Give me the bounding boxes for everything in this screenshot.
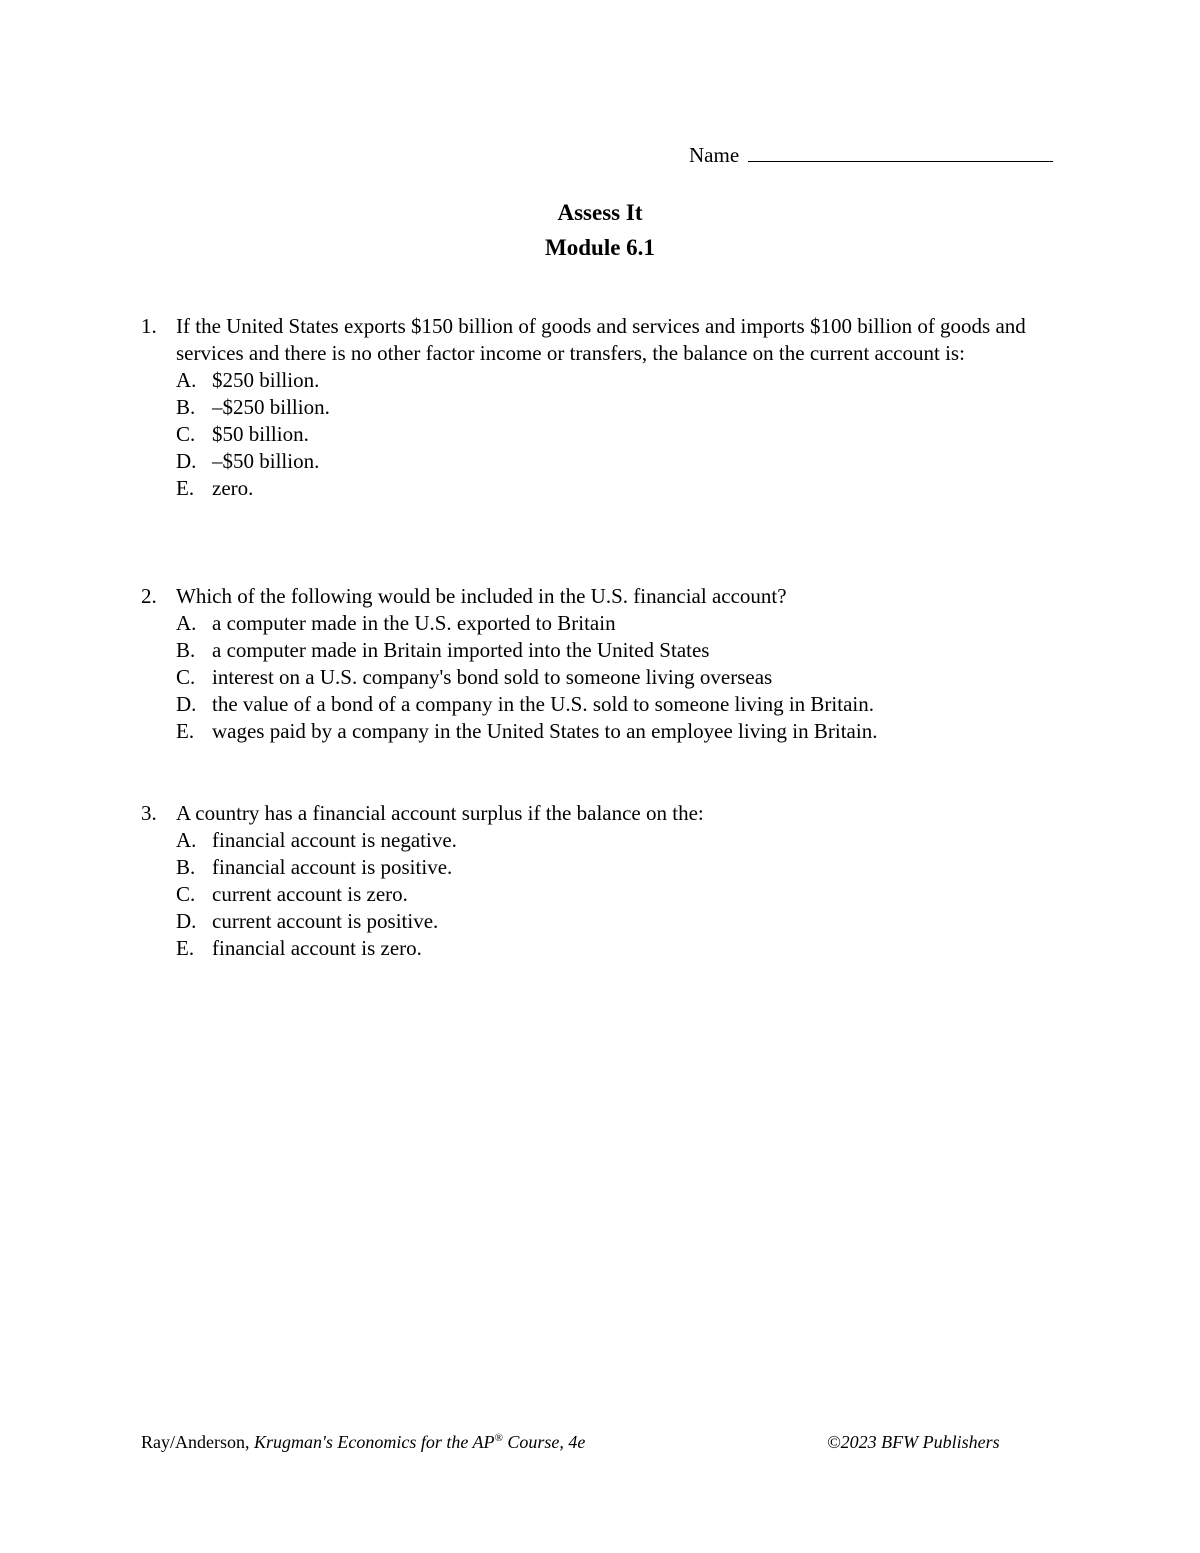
answer-option: [176, 421, 1081, 448]
name-blank-line: [748, 143, 1053, 162]
question-text: If the United States exports $150 billion of goods and services and imports $100 billion of goods and services and there is no other factor income or transfers, the balance on the current account is:: [176, 314, 1026, 365]
document-title: Assess It: [557, 200, 643, 225]
option-text: $50 billion.: [212, 422, 309, 446]
answer-option: [176, 448, 1081, 475]
option-text: a computer made in Britain imported into the United States: [212, 638, 710, 662]
answer-option: [176, 827, 1081, 854]
answer-option: [176, 394, 1081, 421]
option-text: –$50 billion.: [212, 449, 320, 473]
question-1: [141, 313, 1081, 502]
footer-book-suffix: Course, 4e: [507, 1432, 586, 1452]
question-3: [141, 800, 1081, 962]
option-text: interest on a U.S. company's bond sold to someone living overseas: [212, 665, 773, 689]
question-number: 1.: [141, 314, 157, 338]
option-letter: D.: [176, 909, 197, 933]
option-letter: A.: [176, 611, 197, 635]
option-letter: C.: [176, 882, 196, 906]
option-text: –$250 billion.: [212, 395, 330, 419]
registered-mark: ®: [494, 1432, 503, 1444]
option-letter: B.: [176, 855, 196, 879]
option-text: financial account is negative.: [212, 828, 457, 852]
option-text: wages paid by a company in the United States to an employee living in Britain.: [212, 719, 878, 743]
answer-option: [176, 610, 1081, 637]
answer-option: [176, 367, 1081, 394]
option-text: a computer made in the U.S. exported to Britain: [212, 611, 616, 635]
answer-option: [176, 935, 1081, 962]
option-letter: B.: [176, 638, 196, 662]
option-letter: D.: [176, 692, 197, 716]
option-letter: C.: [176, 422, 196, 446]
answer-option: [176, 718, 1081, 745]
option-letter: D.: [176, 449, 197, 473]
option-text: zero.: [212, 476, 254, 500]
answer-option: [176, 664, 1081, 691]
option-letter: B.: [176, 395, 196, 419]
answer-option: [176, 691, 1081, 718]
answer-option: [176, 854, 1081, 881]
option-text: the value of a bond of a company in the U.S. sold to someone living in Britain.: [212, 692, 874, 716]
question-2: [141, 583, 1081, 745]
option-text: financial account is zero.: [212, 936, 422, 960]
option-letter: E.: [176, 476, 195, 500]
option-letter: C.: [176, 665, 196, 689]
option-letter: A.: [176, 828, 197, 852]
option-letter: E.: [176, 719, 195, 743]
footer-authors: Ray/Anderson,: [141, 1432, 250, 1452]
module-title: Module 6.1: [545, 235, 655, 260]
footer-citation: [141, 1432, 585, 1453]
name-field: [689, 143, 1053, 168]
question-text: Which of the following would be included in the U.S. financial account?: [176, 584, 787, 608]
footer-copyright: ©2023 BFW Publishers: [827, 1432, 1000, 1452]
answer-option: [176, 637, 1081, 664]
option-text: $250 billion.: [212, 368, 320, 392]
question-text: A country has a financial account surplus if the balance on the:: [176, 801, 704, 825]
option-letter: A.: [176, 368, 197, 392]
name-label: Name: [689, 143, 740, 167]
question-number: 3.: [141, 801, 157, 825]
option-text: financial account is positive.: [212, 855, 453, 879]
option-letter: E.: [176, 936, 195, 960]
answer-option: [176, 908, 1081, 935]
question-number: 2.: [141, 584, 157, 608]
footer-book-title: Krugman's Economics for the AP: [253, 1432, 495, 1452]
option-text: current account is zero.: [212, 882, 408, 906]
answer-option: [176, 881, 1081, 908]
answer-option: [176, 475, 1081, 502]
option-text: current account is positive.: [212, 909, 439, 933]
